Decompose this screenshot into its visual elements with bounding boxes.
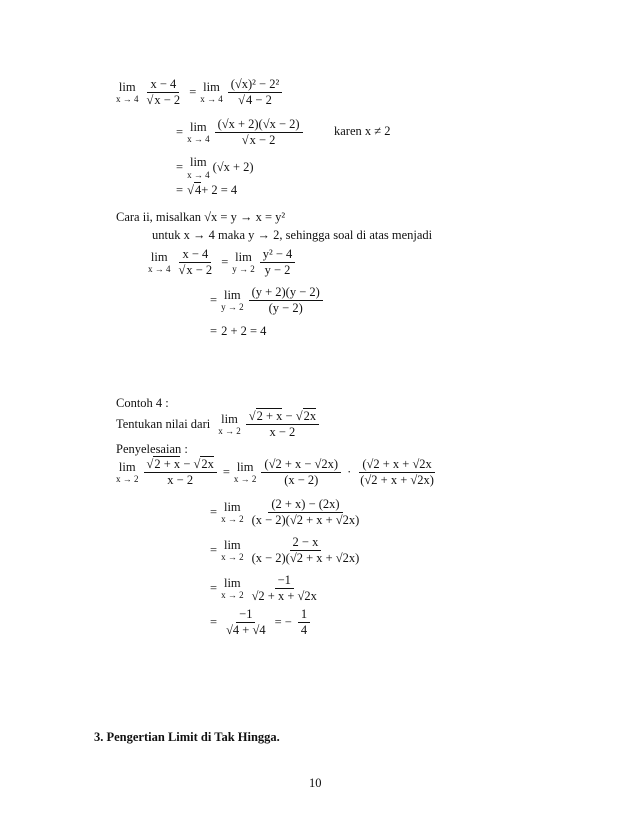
fraction: $\frac{(√2 + x - √2x)}{(x - 2)}$ — [261, 458, 341, 487]
limit-operator: lim x → 2 — [218, 411, 241, 437]
eq2-line1: lim x → 4 $\frac{x - 4}{√x - 2}$ = lim y → 2 $\frac{\text{y² − 4}}{y - 2}$ — [148, 248, 297, 277]
eq3-line4: = lim x → 2 $\frac{-1}{√2 + x + √2x}$ — [206, 574, 322, 603]
eq1-line1: lim x → 4 $\frac{x - 4}{√x - 2}$ = lim x → 4 $\frac{\text{(√x)² − 2²}}{√4 - 2}$ — [116, 78, 284, 107]
eq3-line1: lim x → 2 $\frac{√2 + x - √2x}{x - 2}$ = lim x → 2 $\frac{(√2 + x - √2x)}{(x - 2)}$ · $\frac{(√2 + x + √2x}{(√2 + x + √2x)}$ — [116, 458, 439, 487]
eq1-line4: = √ 4 + 2 = 4 — [176, 182, 238, 197]
limit-operator: lim y → 2 — [232, 249, 255, 275]
limit-operator: lim x → 2 — [221, 575, 244, 601]
eq2-line3: = 2 + 2 = 4 — [210, 324, 267, 338]
limit-operator: lim x → 4 — [116, 79, 139, 105]
fraction: $\frac{(y + 2)(y - 2)}{(y - 2)}$ — [249, 286, 323, 315]
limit-operator: lim x → 2 — [116, 459, 139, 485]
fraction: $\frac{(√x + 2)(√x - 2)}{√x - 2}$ — [215, 118, 303, 147]
fraction: $\frac{-1}{√4 + √4}$ — [226, 607, 266, 638]
page-number: 10 — [309, 776, 322, 790]
cara-ii-text: Cara ii, misalkan √x = y → x = y² — [116, 210, 286, 224]
fraction: $\frac{x - 4}{√x - 2}$ — [178, 247, 213, 278]
cara-ii-condition: untuk x → 4 maka y → 2, sehingga soal di atas menjadi — [152, 228, 433, 242]
limit-operator: lim x → 2 — [221, 499, 244, 525]
penyelesaian-label: Penyelesaian : — [116, 442, 188, 456]
fraction: $\frac{(2 + x) - (2x)}{(x - 2)(√2 + x + √2x)}$ — [251, 497, 360, 528]
tentukan-label: Tentukan nilai dari — [116, 417, 211, 432]
fraction: $\frac{1}{4}$ — [298, 608, 310, 637]
section-heading: 3. Pengertian Limit di Tak Hingga. — [94, 730, 280, 744]
contoh-title: Contoh 4 : — [116, 396, 169, 410]
fraction: $\frac{x - 4}{√x - 2}$ — [146, 77, 181, 108]
fraction: $\frac{√2 + x - √2x}{x - 2}$ — [144, 458, 217, 487]
fraction: $\frac{-1}{√2 + x + √2x}$ — [251, 573, 317, 604]
eq3-line2: = lim x → 2 $\frac{(2 + x) - (2x)}{(x - 2)(√2 + x + √2x)}$ — [206, 498, 364, 527]
limit-operator: lim x → 2 — [221, 537, 244, 563]
limit-operator: lim x → 2 — [233, 459, 257, 485]
limit-operator: lim x → 4 — [187, 155, 210, 180]
fraction: $\frac{√2 + x - √2x}{x - 2}$ — [246, 410, 319, 439]
eq1-line3: = lim x → 4 (√x + 2) — [176, 155, 254, 180]
fraction: $\frac{(√2 + x + √2x}{(√2 + x + √2x)}$ — [360, 457, 434, 488]
karen-condition: karen x ≠ 2 — [334, 124, 391, 138]
tentukan-line — [116, 410, 321, 439]
limit-operator: lim x → 4 — [148, 249, 171, 275]
limit-operator: lim x → 4 — [200, 79, 223, 105]
fraction: $\frac{2 - x}{(x - 2)(√2 + x + √2x)}$ — [251, 535, 360, 566]
limit-operator: lim x → 4 — [187, 119, 210, 145]
eq3-line5: = $\frac{-1}{√4 + √4}$ = − $\frac{1}{4}$ — [206, 608, 312, 637]
fraction: $\frac{\text{(√x)² − 2²}}{√4 - 2}$ — [228, 78, 282, 107]
fraction: $\frac{\text{y² − 4}}{y - 2}$ — [260, 248, 296, 277]
eq2-line2: = lim y → 2 $\frac{(y + 2)(y - 2)}{(y - 2)}$ — [206, 286, 325, 315]
eq3-line3: = lim x → 2 $\frac{2 - x}{(x - 2)(√2 + x + √2x)}$ — [206, 536, 364, 565]
limit-operator: lim y → 2 — [221, 287, 244, 313]
eq1-line2: = lim x → 4 $\frac{(√x + 2)(√x - 2)}{√x - 2}$ — [172, 118, 305, 147]
